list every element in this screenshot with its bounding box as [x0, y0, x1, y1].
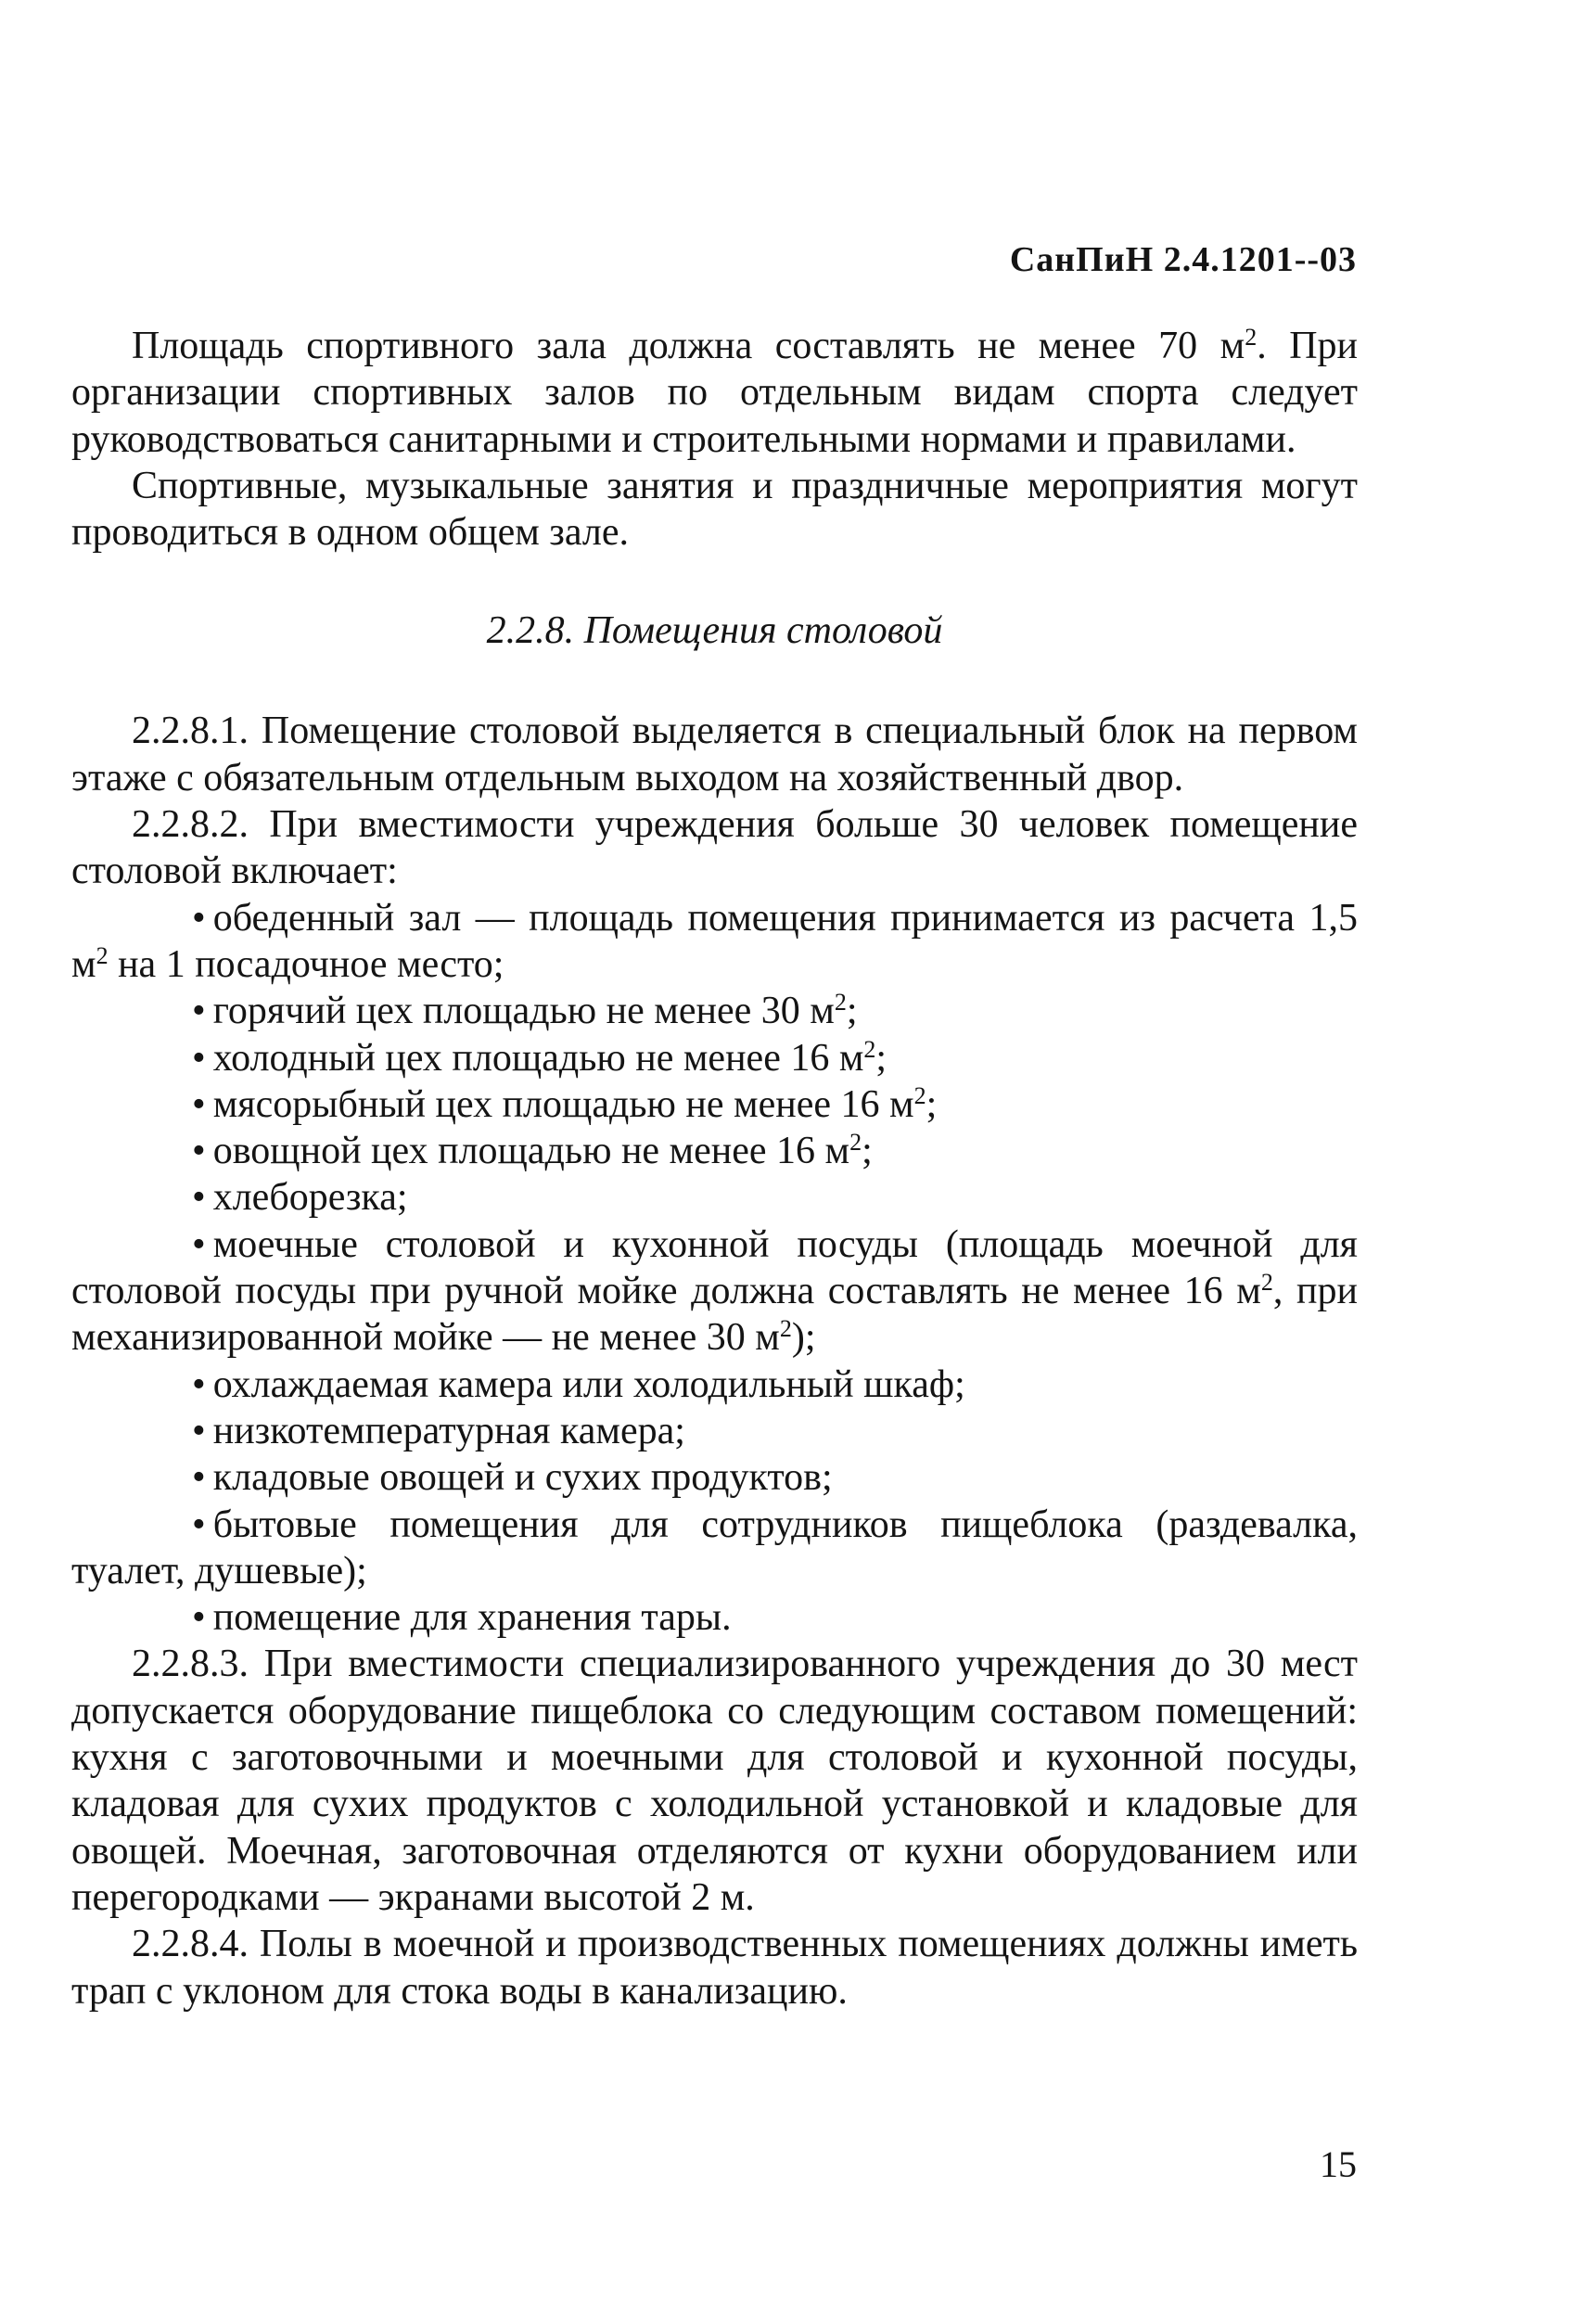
running-header: СанПиН 2.4.1201--03 [1009, 240, 1357, 279]
list-item [71, 1362, 1358, 1408]
bullet-icon: • [192, 1130, 206, 1173]
list-item-text: помещение для хранения тары. [212, 1596, 732, 1640]
page-number: 15 [1320, 2143, 1357, 2185]
bullet-icon: • [192, 1409, 206, 1452]
list-item-text: мясорыбный цех площадью не менее 16 $м^2$; [212, 1081, 938, 1126]
clause-2-2-8-4: 2.2.8.4. Полы в моечной и производственных помещениях должны иметь трап с уклоном для стока воды в канализацию. [71, 1923, 1358, 2013]
list-item-text: кладовые овощей и сухих продуктов; [212, 1456, 833, 1500]
list-item [71, 1594, 1358, 1641]
bullet-icon: • [192, 1176, 206, 1220]
list-item-text: низкотемпературная камера; [212, 1409, 685, 1452]
clause-2-2-8-3: 2.2.8.3. При вместимости специализированного учреждения до 30 мест допускается оборудование пищеблока со следующим составом помещений: кухня с заготовочными и моечными для столовой и кухонной посуды, кладовая для сухих продуктов с холодильной установкой и кладовые для овощей. Моечная, заготовочная отделяются от кухни оборудованием или перегородками — экранами высотой 2 м. [71, 1643, 1358, 1919]
paragraph-shared-hall: Спортивные, музыкальные занятия и праздничные мероприятия могут проводиться в одном общем зале. [71, 464, 1358, 555]
list-item-text: холодный цех площадью не менее 16 $м^2$; [212, 1035, 887, 1080]
list-item [71, 988, 1358, 1034]
list-item [71, 1454, 1358, 1501]
section-heading: 2.2.8. Помещения столовой [486, 609, 943, 653]
bullet-icon: • [192, 1222, 206, 1266]
bullet-icon: • [192, 1082, 206, 1126]
list-item-text: овощной цех площадью не менее 16 $м^2$; [212, 1129, 873, 1173]
list-item-text: бытовые помещения для сотрудников пищеблока (раздевалка, туалет, душевые); [71, 1503, 1358, 1592]
list-item [71, 1221, 1358, 1362]
clause-2-2-8-2: 2.2.8.2. При вместимости учреждения больше 30 человек помещение столовой включает: [71, 803, 1358, 893]
list-item [71, 1128, 1358, 1174]
list-item [71, 1081, 1358, 1128]
list-item [71, 1502, 1358, 1595]
list-item-text: моечные столовой и кухонной посуды (площадь моечной для столовой посуды при ручной мойке должна составлять не менее 16 $м^2$, при механизированной мойке — не менее 30 $м^2$); [71, 1222, 1358, 1360]
list-item [71, 895, 1358, 989]
bullet-icon: • [192, 1362, 206, 1406]
bullet-icon: • [192, 1456, 206, 1500]
bullet-icon: • [192, 1596, 206, 1640]
paragraph-sports-hall: Площадь спортивного зала должна составлять не менее 70 $м^2$. При организации спортивных залов по отдельным видам спорта следует руководствоваться санитарными и строительными нормами и правилами. [71, 324, 1359, 461]
list-item-text: горячий цех площадью не менее 30 $м^2$; [212, 989, 858, 1033]
bullet-icon: • [192, 1036, 206, 1080]
list-item [71, 1035, 1358, 1081]
body-text [71, 323, 1358, 2014]
bullet-icon: • [192, 1503, 206, 1546]
bullet-icon: • [192, 990, 206, 1033]
list-item [71, 1408, 1358, 1454]
list-item-text: обеденный зал — площадь помещения принимается из расчета 1,5 $м^2$ на 1 посадочное место; [71, 896, 1358, 986]
bullet-icon: • [192, 896, 206, 940]
list-item-text: охлаждаемая камера или холодильный шкаф; [212, 1362, 965, 1406]
list-item [71, 1174, 1358, 1221]
clause-2-2-8-1: 2.2.8.1. Помещение столовой выделяется в специальный блок на первом этаже с обязательным отдельным выходом на хозяйственный двор. [71, 710, 1358, 799]
list-item-text: хлеборезка; [212, 1176, 408, 1220]
